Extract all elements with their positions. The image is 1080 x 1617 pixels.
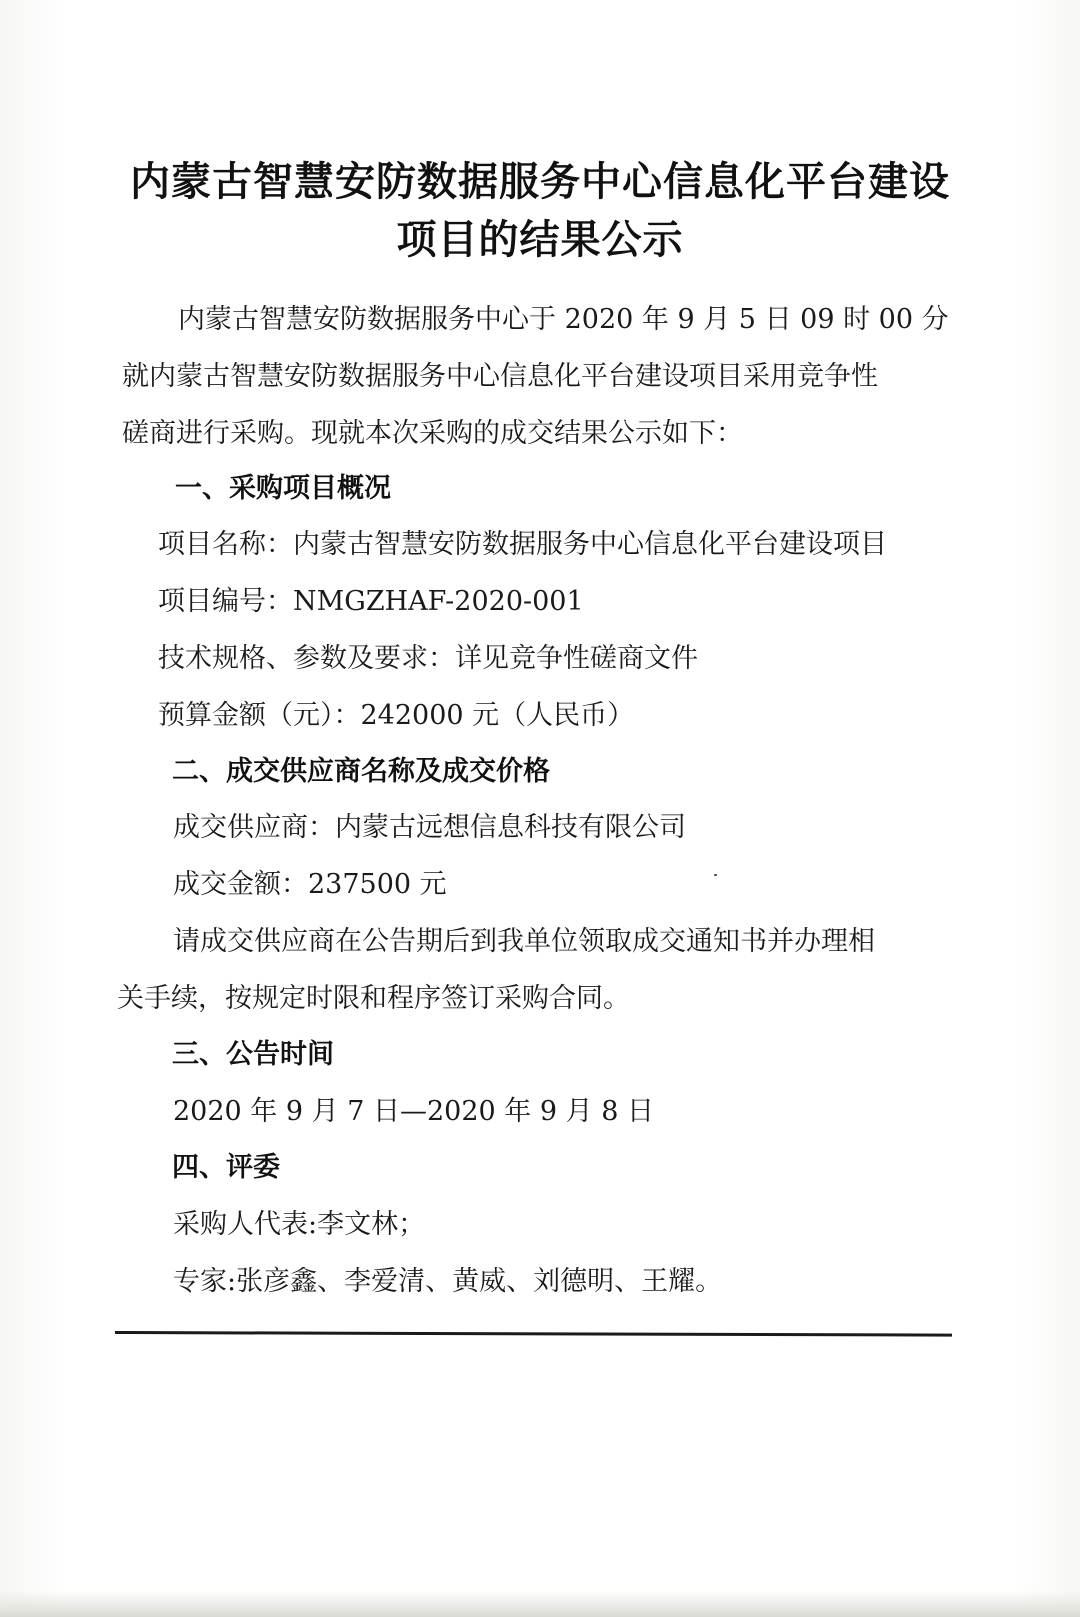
section2-heading: 二、成交供应商名称及成交价格 [172, 756, 550, 787]
scan-speck [714, 874, 717, 876]
announcement-period: 2020 年 9 月 7 日—2020 年 9 月 8 日 [173, 1096, 654, 1127]
notice-line1: 请成交供应商在公告期后到我单位领取成交通知书并办理相 [173, 926, 875, 957]
document-title-line1: 内蒙古智慧安防数据服务中心信息化平台建设 [130, 159, 950, 205]
purchaser-representative: 采购人代表:李文林； [173, 1209, 426, 1240]
intro-line3: 磋商进行采购。现就本次采购的成交结果公示如下： [122, 418, 743, 449]
section4-heading: 四、评委 [172, 1152, 280, 1183]
project-name: 项目名称：内蒙古智慧安防数据服务中心信息化平台建设项目 [158, 529, 887, 560]
bottom-divider [115, 1331, 952, 1337]
technical-specs: 技术规格、参数及要求：详见竞争性磋商文件 [158, 643, 698, 674]
section1-heading: 一、采购项目概况 [175, 473, 391, 504]
intro-line1: 内蒙古智慧安防数据服务中心于 2020 年 9 月 5 日 09 时 00 分 [178, 304, 949, 335]
budget-amount: 预算金额（元）：242000 元（人民币） [158, 700, 635, 731]
document-title-line2: 项目的结果公示 [396, 217, 684, 263]
project-number: 项目编号：NMGZHAF-2020-001 [158, 586, 584, 617]
winning-supplier: 成交供应商：内蒙古远想信息科技有限公司 [173, 812, 686, 843]
expert-panel: 专家:张彦鑫、李爱清、黄威、刘德明、王耀。 [173, 1266, 723, 1297]
intro-line2: 就内蒙古智慧安防数据服务中心信息化平台建设项目采用竞争性 [122, 361, 878, 392]
section3-heading: 三、公告时间 [172, 1039, 334, 1070]
winning-amount: 成交金额：237500 元 [173, 869, 447, 900]
notice-line2: 关手续，按规定时限和程序签订采购合同。 [117, 983, 630, 1014]
